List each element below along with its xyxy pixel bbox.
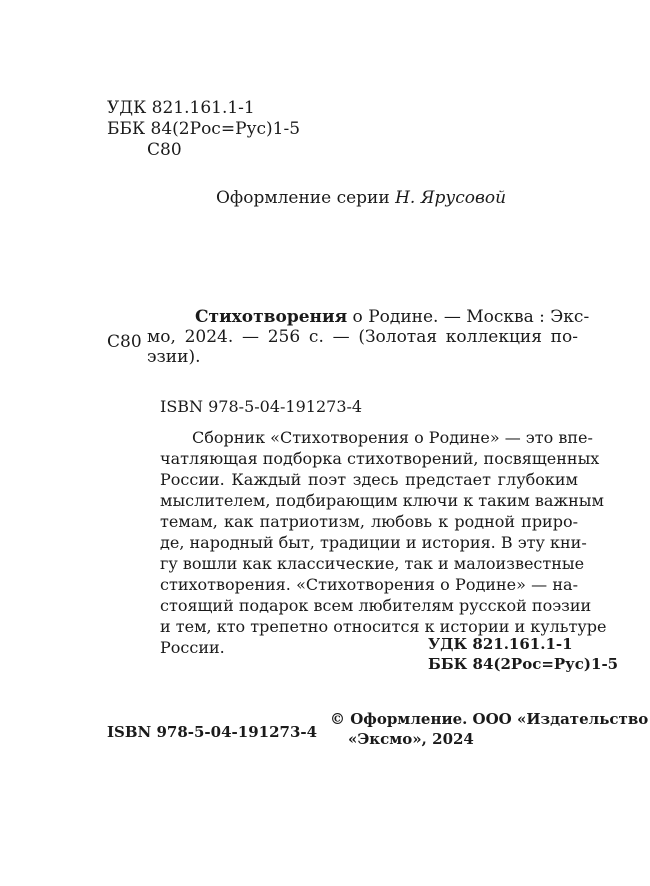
annotation-line: Сборник «Стихотворения о Родине» — это впе-: [192, 428, 593, 447]
udk-code-top: УДК 821.161.1-1: [107, 98, 255, 118]
annotation-line: стихотворения. «Стихотворения о Родине» — на-: [160, 575, 578, 594]
isbn-bottom: ISBN 978-5-04-191273-4: [107, 723, 318, 741]
series-design-credit: [216, 188, 506, 208]
annotation-line: России.: [160, 638, 225, 657]
biblio-line-1-rest: о Родине. — Москва : Экс-: [347, 307, 590, 327]
copyright-line-2: «Эксмо», 2024: [348, 730, 474, 748]
author-code-side: С80: [107, 332, 142, 352]
biblio-line-2: мо, 2024. — 256 с. — (Золотая коллекция по-: [147, 327, 578, 347]
annotation-line: де, народный быт, традиции и история. В эту кни-: [160, 533, 587, 552]
isbn-main: ISBN 978-5-04-191273-4: [160, 397, 363, 416]
bibliographic-record: [147, 307, 590, 367]
annotation-line: мыслителем, подбирающим ключи к таким важным: [160, 491, 604, 510]
copyright-notice: [330, 709, 648, 749]
design-label: Оформление серии: [216, 188, 390, 208]
annotation-line: и тем, кто трепетно относится к истории и культуре: [160, 617, 607, 636]
annotation-line: стоящий подарок всем любителям русской поэзии: [160, 596, 592, 615]
author-code-top: С80: [147, 140, 182, 160]
annotation-line: России. Каждый поэт здесь предстает глубоким: [160, 470, 578, 489]
annotation-line: чатляющая подборка стихотворений, посвященных: [160, 449, 600, 468]
copyright-line-1: © Оформление. ООО «Издательство: [330, 710, 649, 728]
bbk-code-bottom: ББК 84(2Рос=Рус)1-5: [428, 655, 619, 673]
annotation-line: гу вошли как классические, так и малоизвестные: [160, 554, 585, 573]
biblio-line-3: эзии).: [147, 347, 201, 367]
biblio-line-1: [195, 307, 590, 327]
book-title: Стихотворения: [195, 307, 348, 327]
bbk-code-top: ББК 84(2Рос=Рус)1-5: [107, 119, 301, 139]
annotation-line: темам, как патриотизм, любовь к родной приро-: [160, 512, 578, 531]
designer-name: Н. Ярусовой: [395, 188, 507, 208]
udk-code-bottom: УДК 821.161.1-1: [428, 635, 573, 653]
annotation: [160, 427, 607, 658]
